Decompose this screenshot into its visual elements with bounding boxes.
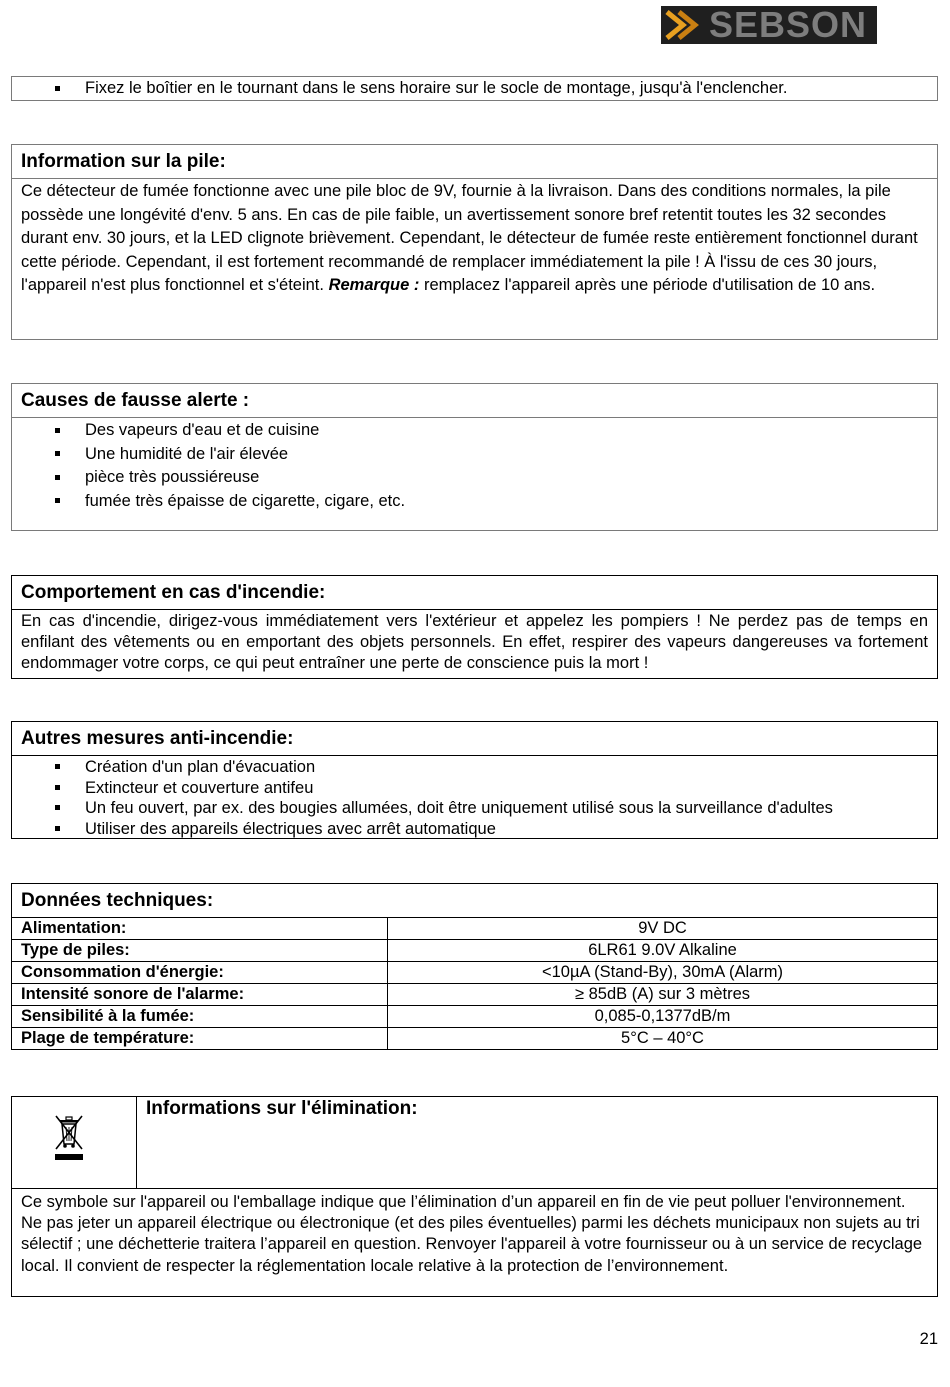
spec-label: Alimentation: xyxy=(12,918,388,940)
list-item: Utiliser des appareils électriques avec arrêt automatique xyxy=(12,819,937,840)
table-row xyxy=(12,940,937,962)
false-alarm-section xyxy=(11,383,938,531)
fire-behaviour-section xyxy=(11,575,938,679)
disposal-icon-cell xyxy=(12,1097,137,1188)
table-row xyxy=(12,984,937,1006)
other-measures-section xyxy=(11,721,938,839)
list-item: Un feu ouvert, par ex. des bougies allumées, doit être uniquement utilisé sous la surveillance d'adultes xyxy=(12,798,937,819)
brand-name: SEBSON xyxy=(709,6,868,44)
page-number: 21 xyxy=(919,1330,938,1348)
list-item: pièce très poussiéreuse xyxy=(12,466,937,490)
spec-value: 9V DC xyxy=(388,918,938,940)
section-title: Autres mesures anti-incendie: xyxy=(12,722,937,756)
list-item: Des vapeurs d'eau et de cuisine xyxy=(12,419,937,443)
table-row xyxy=(12,1006,937,1028)
section-title: Causes de fausse alerte : xyxy=(12,384,937,418)
battery-info-section xyxy=(11,144,938,340)
battery-info-text xyxy=(12,179,937,298)
remark-text: remplacez l'appareil après une période d'utilisation de 10 ans. xyxy=(423,276,876,294)
section-title: Information sur la pile: xyxy=(12,145,937,179)
weee-crossed-bin-icon xyxy=(52,1113,86,1161)
disposal-section xyxy=(11,1096,938,1297)
spec-value: <10µA (Stand-By), 30mA (Alarm) xyxy=(388,962,938,984)
battery-text: Ce détecteur de fumée fonctionne avec une pile bloc de 9V, fournie à la livraison. Dans des conditions normales, la pile possède une longévité d'env. 5 ans. En cas de pile faible, un avertissement sonore bref retentit toutes les 32 secondes durant env. 30 jours, et la LED clignote brièvement. Cependant, le détecteur de fumée reste entièrement fonctionnel durant cette période. Cependant, il est fortement recommandé de remplacer immédiatement la pile ! À l'issu de ces 30 jours, l'appareil n'est plus fonctionnel et s'éteint. xyxy=(21,182,918,294)
spec-label: Intensité sonore de l'alarme: xyxy=(12,984,388,1006)
disposal-header-row xyxy=(12,1097,937,1189)
section-title: Informations sur l'élimination: xyxy=(146,1098,418,1119)
table-row xyxy=(12,918,937,940)
sebson-logo xyxy=(661,6,877,44)
spec-label: Consommation d'énergie: xyxy=(12,962,388,984)
table-row xyxy=(12,1028,937,1050)
list-item: Extincteur et couverture antifeu xyxy=(12,778,937,799)
tech-data-table xyxy=(12,918,937,1049)
mounting-note-list xyxy=(12,77,937,100)
spec-label: Plage de température: xyxy=(12,1028,388,1050)
chevron-logo-icon xyxy=(663,9,705,41)
section-title: Données techniques: xyxy=(12,884,937,918)
list-item: fumée très épaisse de cigarette, cigare, etc. xyxy=(12,490,937,514)
disposal-text: Ce symbole sur l'appareil ou l'emballage indique que l’élimination d’un appareil en fin de vie peut polluer l'environnement. Ne pas jeter un appareil électrique ou électronique (et des piles éventuelles) parmi les déchets municipaux non sujets au tri sélectif ; une déchetterie traitera l’appareil en question. Renvoyer l'appareil à votre fournisseur ou à un service de recyclage local. Il convient de respecter la réglementation locale relative à la protection de l’environnement. xyxy=(21,1193,923,1275)
list-item: Fixez le boîtier en le tournant dans le sens horaire sur le socle de montage, jusqu'à l'enclencher. xyxy=(12,77,937,100)
false-alarm-list xyxy=(12,418,937,513)
list-item: Création d'un plan d'évacuation xyxy=(12,757,937,778)
other-measures-list xyxy=(12,756,937,839)
spec-value: 5°C – 40°C xyxy=(388,1028,938,1050)
spec-label: Sensibilité à la fumée: xyxy=(12,1006,388,1028)
remark-label: Remarque : xyxy=(328,276,420,294)
spec-value: ≥ 85dB (A) sur 3 mètres xyxy=(388,984,938,1006)
spec-value: 6LR61 9.0V Alkaline xyxy=(388,940,938,962)
tech-data-section xyxy=(11,883,938,1050)
list-item: Une humidité de l'air élevée xyxy=(12,443,937,467)
spec-value: 0,085-0,1377dB/m xyxy=(388,1006,938,1028)
spec-label: Type de piles: xyxy=(12,940,388,962)
fire-behaviour-text: En cas d'incendie, dirigez-vous immédiatement vers l'extérieur et appelez les pompiers ! Ne perdez pas de temps en enfilant des vêtements ou en emportant des objets personnels. En effet, respirer des vapeurs dangereuses va fortement endommager votre corps, ce qui peut entraîner une perte de conscience puis la mort ! xyxy=(21,612,928,673)
mounting-note-box xyxy=(11,76,938,101)
table-row xyxy=(12,962,937,984)
section-title: Comportement en cas d'incendie: xyxy=(12,576,937,610)
